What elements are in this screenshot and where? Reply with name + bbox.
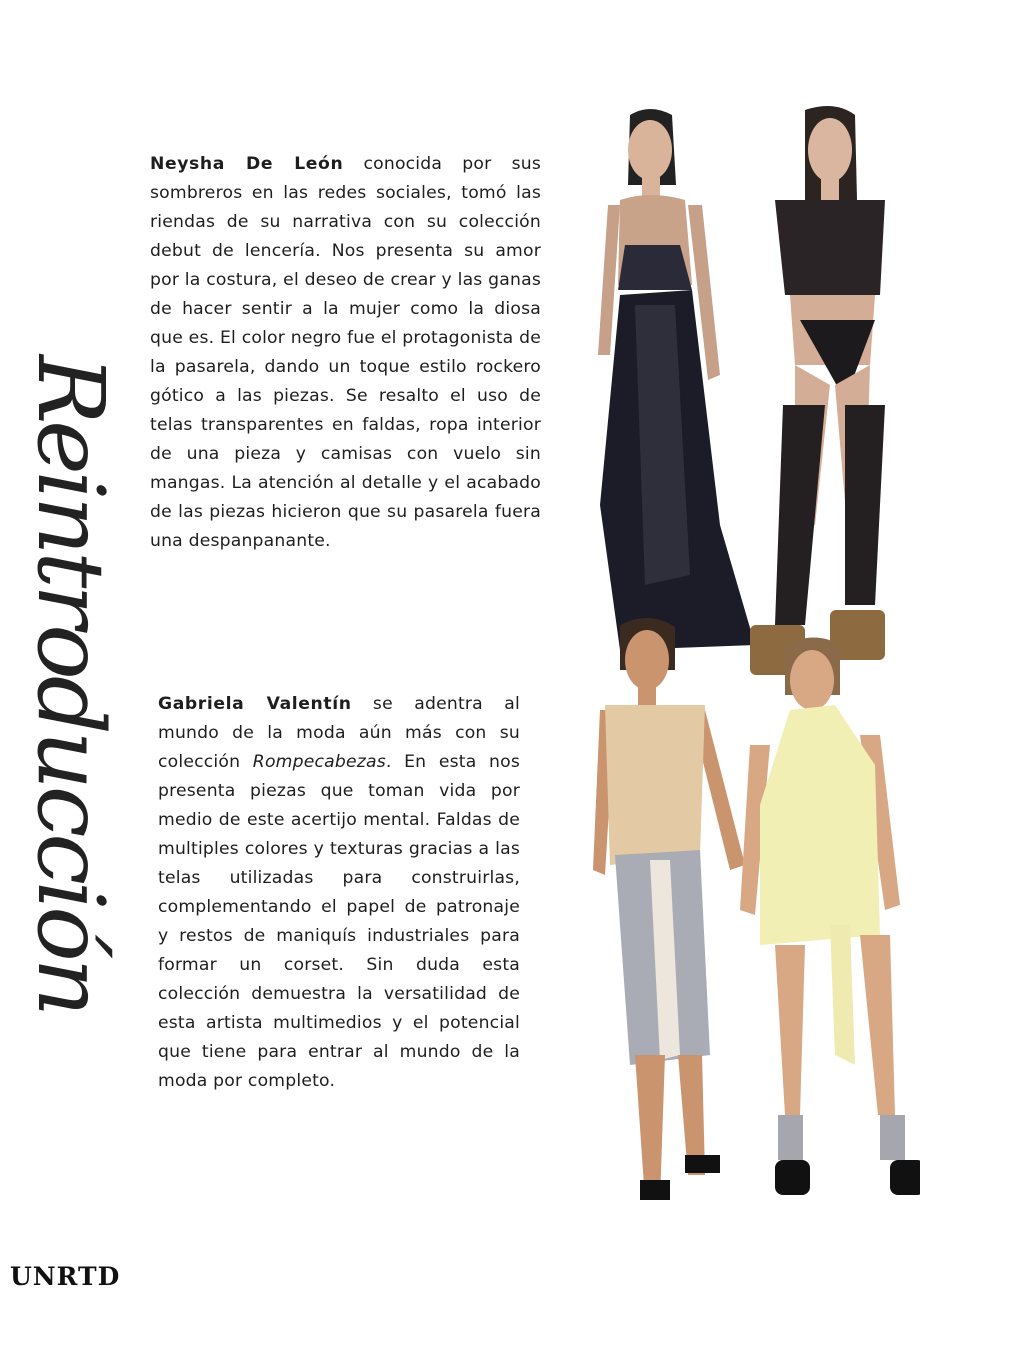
article-body: conocida por sus sombreros en las redes sociales, tomó las riendas de su narrativa con su colección debut de lencería. Nos presenta su amor por la costura, el deseo de crear y las ganas de hacer sentir a la mujer como la diosa que es. El color negro fue el protagonista de la pasarela, dando un toque estilo rockero gótico a las piezas. Se resalto el uso de telas transparentes en faldas, ropa interior de una pieza y camisas con vuelo sin mangas. La atención al detalle y el acabado de las piezas hicieron que su pasarela fuera una despanpanante.: [150, 154, 541, 552]
designer-name: Neysha De León: [150, 154, 344, 175]
designer-name: Gabriela Valentín: [158, 694, 352, 715]
vertical-title: Reintroducción: [17, 355, 124, 1013]
article-body: se adentra al mundo de la moda aún más con su colección: [158, 694, 520, 773]
article-gabriela: [158, 690, 520, 1096]
article-body: . En esta nos presenta piezas que toman vida por medio de este acertijo mental. Faldas de multiples colores y texturas gracias a las telas utilizadas para construirlas, complementando el papel de patronaje y restos de maniquís industriales para formar un corset. Sin duda esta colección demuestra la versatilidad de esta artista multimedios y el potencial que tiene para entrar al mundo de la moda por completo.: [158, 752, 520, 1092]
article-neysha: [150, 150, 541, 556]
brand-logo: UNRTD: [10, 1262, 121, 1291]
model-photo-lingerie: [735, 105, 905, 695]
model-photo-corset: [590, 615, 750, 1215]
model-photo-yellow-dress: [730, 635, 920, 1210]
collection-name: Rompecabezas: [252, 752, 386, 773]
